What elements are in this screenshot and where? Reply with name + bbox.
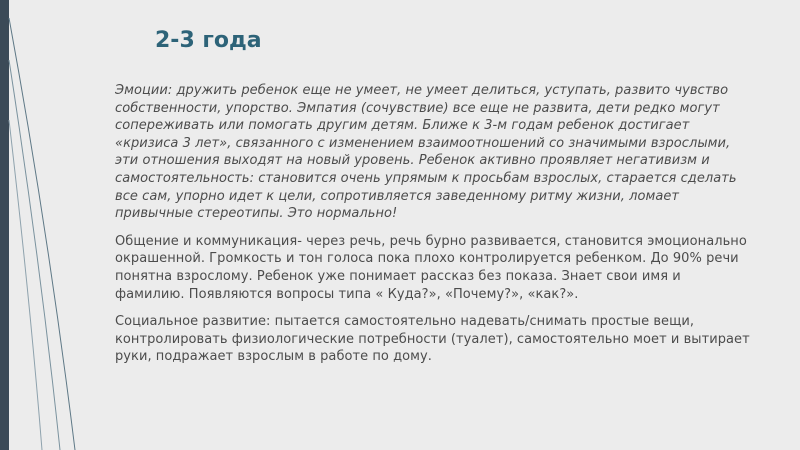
paragraph-communication: [92, 233, 752, 303]
paragraph-text: Социальное развитие: пытается самостоятельно надевать/снимать простые вещи, контролировать физиологические потребности (туалет), самостоятельно моет и вытирает руки, подражает взрослым в работе по дому.: [115, 314, 750, 365]
deco-line-2: [9, 60, 60, 450]
paragraph-emotions: [92, 82, 752, 223]
slide-title: 2-3 года: [155, 28, 262, 53]
paragraph-text: Общение и коммуникация- через речь, речь бурно развивается, становится эмоционально окрашенной. Громкость и тон голоса пока плохо контролируется ребенком. До 90% речи понятна взрослому. Ребенок уже понимает рассказ без показа. Знает свои имя и фамилию. Появляются вопросы типа « Куда?», «Почему?», «как?».: [115, 233, 747, 302]
paragraph-social: [92, 313, 752, 366]
deco-line-1: [9, 18, 75, 450]
paragraph-text: Эмоции: дружить ребенок еще не умеет, не умеет делиться, уступать, развито чувство собственности, упорство. Эмпатия (сочувствие) все еще не развита, дети редко могут сопереживать или помогать другим детям. Ближе к 3-м годам ребенок достигает «кризиса 3 лет», связанного с изменением взаимоотношений со значимыми взрослыми, эти отношения выходят на новый уровень. Ребенок активно проявляет негативизм и самостоятельность: становится очень упрямым к просьбам взрослых, старается сделать все сам, упорно идет к цели, сопротивляется заведенному ритму жизни, ломает привычные стереотипы. Это нормально!: [115, 83, 737, 222]
slide-body: [92, 82, 752, 376]
